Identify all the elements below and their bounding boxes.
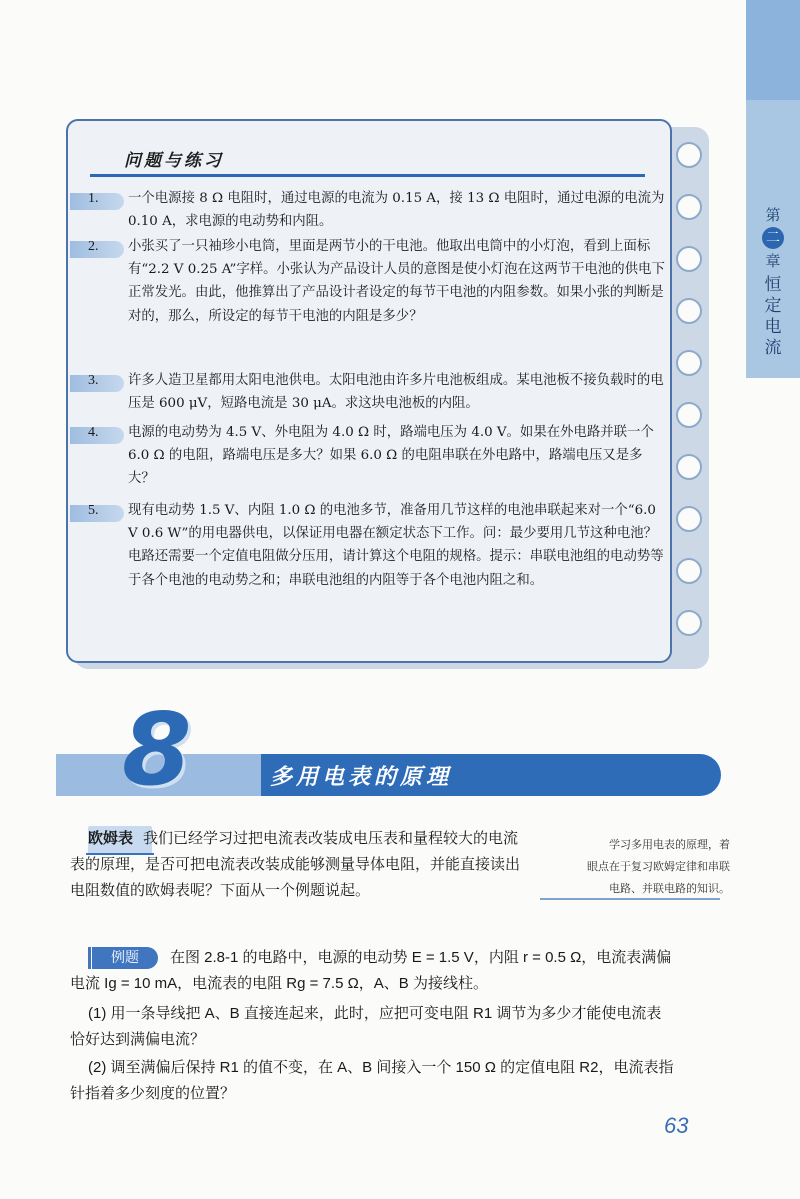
question-text: 现有电动势 1.5 V、内阻 1.0 Ω 的电池多节，准备用几节这样的电池串联起来对一个“6.0 V 0.6 W”的用电器供电，以保证用电器在额定状态下工作。问：最少要用几节这种电池？电路还需要一个定值电阻做分压用，请计算这个电阻的规格。提示：串联电池组的电动势等于各个电池的电动势之和；串联电池组的内阻等于各个电池内阻之和。 [128,503,664,588]
chapter-number-badge: 二 [762,227,784,249]
ring-icon [676,350,702,376]
section-number: 8 [122,691,192,808]
side-tab-strip [746,0,800,100]
keyword-ohmmeter: 欧姆表 [88,830,134,847]
exercise-heading-rule [90,174,645,177]
ring-icon [676,610,702,636]
question-number: 3. [88,373,99,388]
page-number: 63 [664,1113,689,1138]
chapter-prefix: 第 [765,206,781,224]
intro-text: 我们已经学习过把电流表改装成电压表和量程较大的电流表的原理，是否可把电流表改装成能够测量导体电阻，并能直接读出电阻数值的欧姆表呢？下面从一个例题说起。 [70,830,521,899]
ring-icon [676,246,702,272]
ring-icon [676,142,702,168]
ring-icon [676,298,702,324]
question-text: 电源的电动势为 4.5 V、外电阻为 4.0 Ω 时，路端电压为 4.0 V。如果在外电路并联一个 6.0 Ω 的电阻，路端电压是多大？如果 6.0 Ω 的电阻串联在外电路中，路端电压又是多大？ [128,425,654,487]
ring-icon [676,506,702,532]
question-text: 小张买了一只袖珍小电筒，里面是两节小的干电池。他取出电筒中的小灯泡，看到上面标有“2.2 V 0.25 A”字样。小张认为产品设计人员的意图是使小灯泡在这两节干电池的供电下正常发光。由此，他推算出了产品设计者设定的每节干电池的内阻参数。如果小张的判断是对的，那么，所设定的每节干电池的内阻是多少？ [128,239,665,324]
margin-note-line: 电路、并联电路的知识。 [609,882,730,895]
example-question: 恰好达到满偏电流？ [70,1031,206,1048]
ring-icon [676,402,702,428]
margin-note-line: 学习多用电表的原理，着 [609,838,730,851]
exercise-heading: 问题与练习 [124,151,224,171]
section-title: 多用电表的原理 [270,765,453,790]
question-number: 5. [88,503,99,518]
question-text: 许多人造卫星都用太阳电池供电。太阳电池由许多片电池板组成。某电池板不接负载时的电压是 600 μV，短路电流是 30 μA。求这块电池板的内阻。 [128,373,664,412]
example-label-bar [88,947,91,969]
example-question: (2) 调至满偏后保持 R1 的值不变，在 A、B 间接入一个 150 Ω 的定值电阻 R2，电流表指 [88,1059,674,1076]
chapter-title-text: 恒定电流 [764,275,782,358]
margin-note [540,834,730,900]
question-number: 1. [88,191,99,206]
intro-paragraph [70,826,530,904]
example-line: 电流 Ig = 10 mA，电流表的电阻 Rg = 7.5 Ω，A、B 为接线柱。 [70,975,488,992]
example-line: 在图 2.8-1 的电路中，电源的电动势 E = 1.5 V，内阻 r = 0.5 Ω，电流表满偏 [170,949,672,966]
example-question: (1) 用一条导线把 A、B 直接连起来，此时，应把可变电阻 R1 调节为多少才能使电流表 [88,1005,662,1022]
margin-note-line: 眼点在于复习欧姆定律和串联 [587,860,730,873]
example-question: 针指着多少刻度的位置？ [70,1085,236,1102]
margin-note-underline [540,898,720,900]
ring-icon [676,454,702,480]
ring-icon [676,558,702,584]
question-text: 一个电源接 8 Ω 电阻时，通过电源的电流为 0.15 A，接 13 Ω 电阻时，通过电源的电流为 0.10 A，求电源的电动势和内阻。 [128,191,665,230]
ring-icon [676,194,702,220]
chapter-suffix: 章 [765,252,781,270]
question-number: 2. [88,239,99,254]
example-label: 例题 [92,947,158,969]
chapter-side-tab-label [753,205,793,359]
chapter-title [753,275,793,359]
question-number: 4. [88,425,99,440]
